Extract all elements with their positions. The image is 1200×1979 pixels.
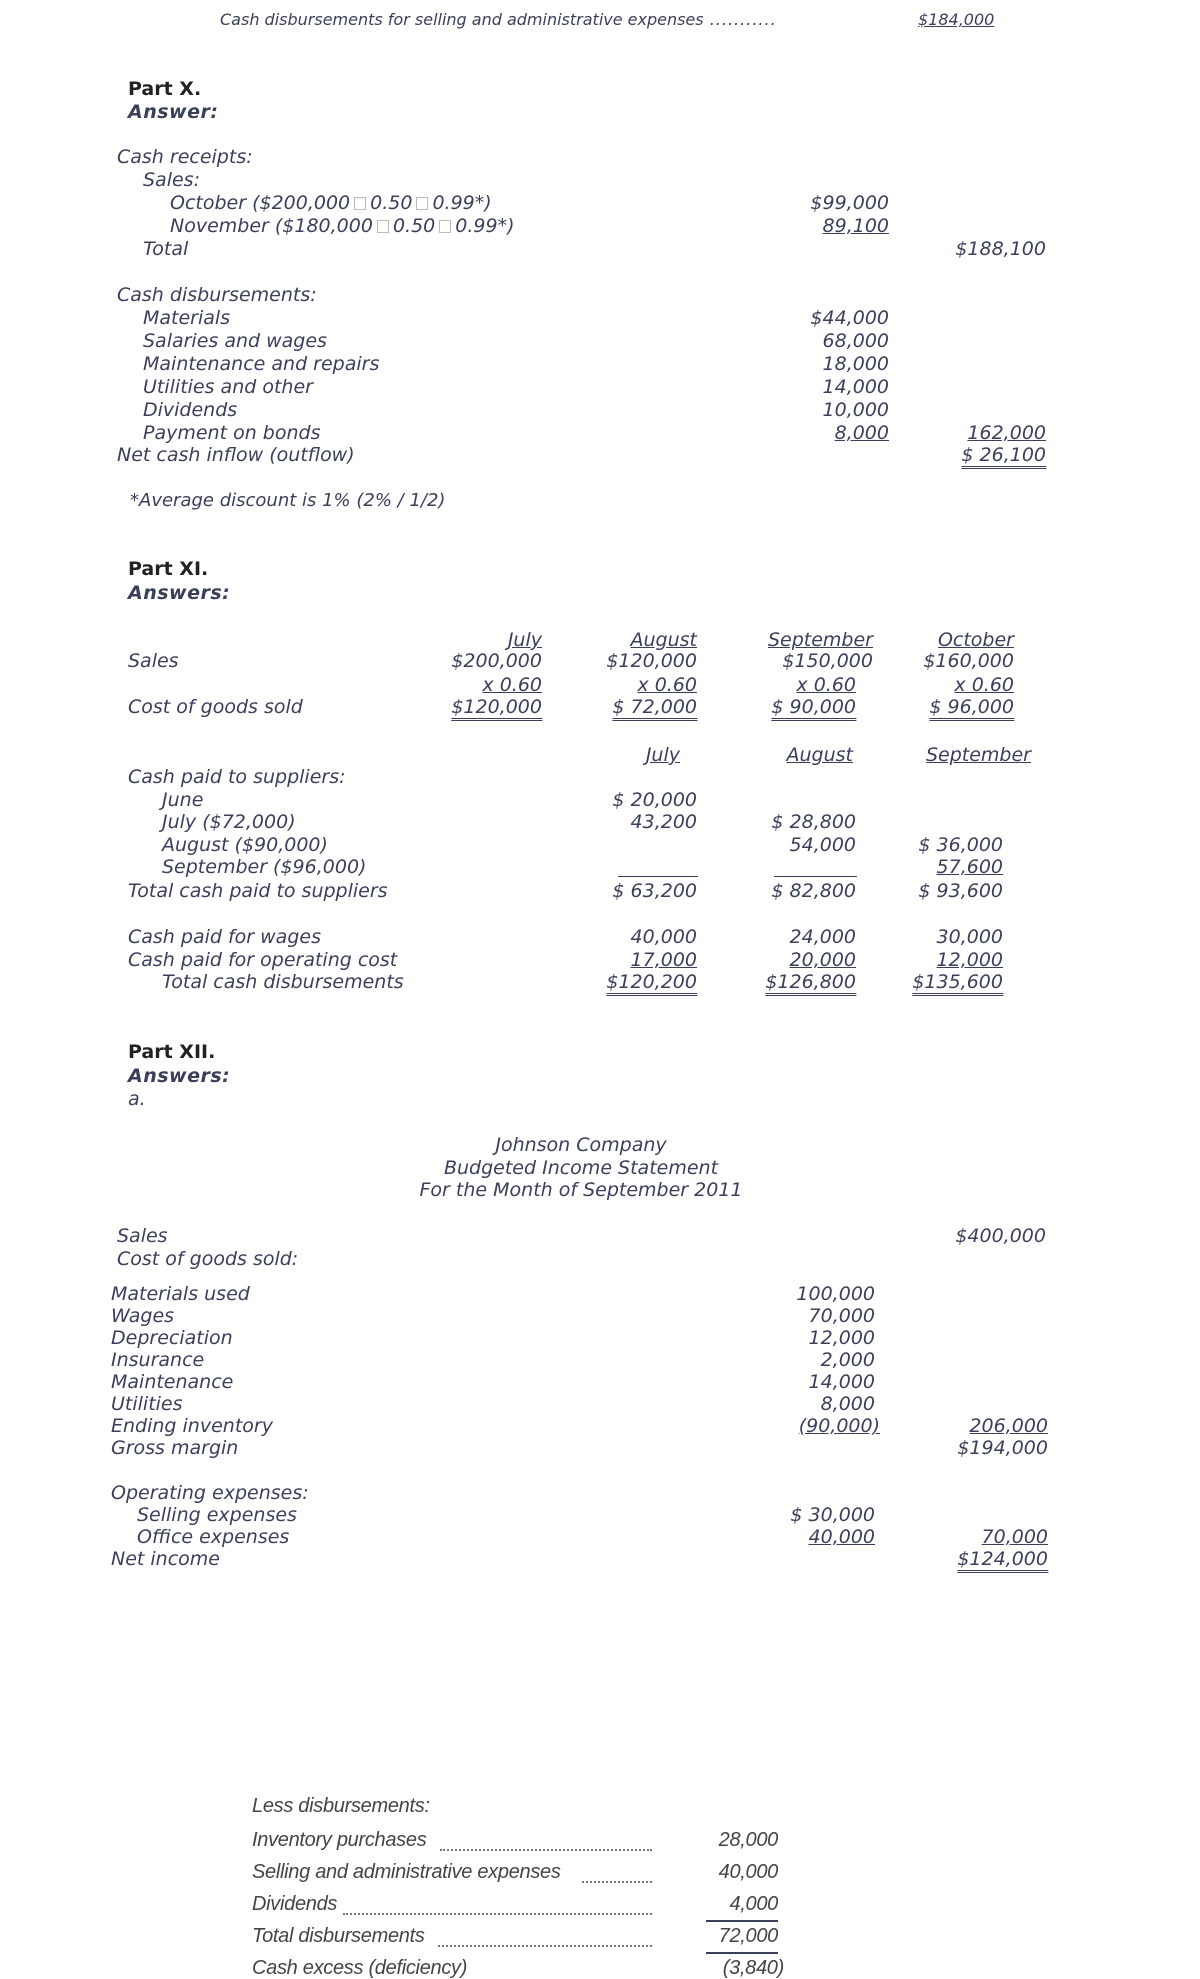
total-suppliers-value: $ 63,200 (612, 880, 697, 902)
october-amount: $99,000 (810, 192, 889, 214)
opex-label: Operating expenses: (111, 1482, 309, 1504)
bottom-item-amount: 4,000 (729, 1893, 778, 1915)
net-income-amount: $124,000 (957, 1550, 1048, 1573)
disb-item-amount: 18,000 (822, 353, 889, 375)
pay-month-header: July (645, 744, 680, 766)
gross-margin-label: Gross margin (111, 1437, 239, 1459)
cogs-item-amount: 100,000 (796, 1283, 875, 1305)
net-cash-label: Net cash inflow (outflow) (117, 444, 355, 466)
part-xi-title: Part XI. (128, 558, 209, 580)
sales-label: Sales: (143, 169, 200, 191)
cogs-item-label: Wages (111, 1305, 175, 1327)
disb-item-label: Payment on bonds (143, 422, 321, 444)
bottom-item-label: Dividends (252, 1893, 338, 1915)
cogs-item-label: Utilities (111, 1393, 183, 1415)
net-cash-amount: $ 26,100 (961, 446, 1046, 469)
top-line-label: Cash disbursements for selling and administrative expenses ........... (220, 10, 777, 29)
part-xii-title: Part XII. (128, 1041, 216, 1063)
disb-item-label: Dividends (143, 399, 238, 421)
part-x-title: Part X. (128, 78, 202, 100)
subtotal-rule (774, 876, 857, 877)
operating-cost-value: 20,000 (789, 949, 856, 971)
cogs-item-label: Depreciation (111, 1327, 233, 1349)
september-september-amount: 57,600 (936, 856, 1003, 878)
cogs-value: $ 96,000 (929, 698, 1014, 721)
cogs-item-amount: 12,000 (808, 1327, 875, 1349)
total-disb-label: Total cash disbursements (162, 971, 404, 993)
disbursements-total: 162,000 (967, 422, 1046, 444)
disb-item-label: Maintenance and repairs (143, 353, 380, 375)
part-xii-answer: Answers: (128, 1065, 231, 1087)
leader-dots (440, 1849, 652, 1851)
cogs-value: $ 90,000 (771, 698, 856, 721)
part-xi-answer: Answers: (128, 582, 231, 604)
bottom-item-label: Inventory purchases (252, 1829, 427, 1851)
company-name: Johnson Company (495, 1134, 667, 1156)
cogs-value: $ 72,000 (612, 698, 697, 721)
disb-item-label: Utilities and other (143, 376, 313, 398)
cogs-row-label: Cost of goods sold (128, 696, 303, 718)
wages-value: 40,000 (630, 926, 697, 948)
august-august-amount: 54,000 (789, 834, 856, 856)
suppliers-label: Cash paid to suppliers: (128, 766, 346, 788)
is-sales-label: Sales (117, 1225, 168, 1247)
cogs-value: $120,000 (451, 698, 542, 721)
disb-item-amount: 10,000 (822, 399, 889, 421)
pay-month-header: August (786, 744, 853, 766)
cogs-item-label: Ending inventory (111, 1415, 273, 1437)
part-xii-sub: a. (128, 1088, 146, 1110)
cash-excess-amount: (3,840) (722, 1957, 784, 1979)
part-x-answer: Answer: (128, 101, 219, 123)
bottom-total-amount: 72,000 (718, 1925, 778, 1947)
is-cogs-label: Cost of goods sold: (117, 1248, 299, 1270)
cogs-item-amount: 70,000 (808, 1305, 875, 1327)
sales-value: $150,000 (782, 650, 873, 672)
november-row-label: November ($180,000 0.50 0.99*) (170, 215, 515, 237)
subtotal-rule (618, 876, 698, 877)
subtotal-rule (706, 1920, 778, 1922)
month-header: September (767, 629, 873, 651)
disb-item-label: Salaries and wages (143, 330, 327, 352)
bottom-total-label: Total disbursements (252, 1925, 425, 1947)
wages-value: 30,000 (936, 926, 1003, 948)
wages-label: Cash paid for wages (128, 926, 321, 948)
leader-dots (438, 1945, 652, 1947)
operating-cost-label: Cash paid for operating cost (128, 949, 398, 971)
june-label: June (162, 789, 204, 811)
disbursements-label: Cash disbursements: (117, 284, 317, 306)
cogs-item-label: Materials used (111, 1283, 250, 1305)
receipts-total-amount: $188,100 (955, 238, 1046, 260)
june-july-amount: $ 20,000 (612, 789, 697, 811)
sales-value: $200,000 (451, 650, 542, 672)
office-label: Office expenses (137, 1526, 290, 1548)
cogs-item-label: Insurance (111, 1349, 205, 1371)
net-income-label: Net income (111, 1548, 220, 1570)
operating-cost-value: 12,000 (936, 949, 1003, 971)
total-suppliers-value: $ 82,800 (771, 880, 856, 902)
statement-period: For the Month of September 2011 (419, 1179, 743, 1201)
total-disb-value: $120,200 (606, 973, 697, 996)
leader-dots (582, 1881, 652, 1883)
pay-month-header: September (925, 744, 1031, 766)
subtotal-rule (706, 1952, 778, 1954)
gross-margin-amount: $194,000 (957, 1437, 1048, 1459)
less-disbursements-label: Less disbursements: (252, 1795, 430, 1817)
sales-value: $120,000 (606, 650, 697, 672)
august-purchase-label: August ($90,000) (162, 834, 328, 856)
disb-item-amount: 68,000 (822, 330, 889, 352)
receipts-label: Cash receipts: (117, 146, 253, 168)
month-header: October (937, 629, 1014, 651)
is-cogs-total: 206,000 (969, 1415, 1048, 1437)
rate-value: x 0.60 (954, 674, 1014, 696)
bottom-item-amount: 40,000 (718, 1861, 778, 1883)
cogs-item-amount: 14,000 (808, 1371, 875, 1393)
month-header: July (507, 629, 542, 651)
total-disb-value: $126,800 (765, 973, 856, 996)
rate-value: x 0.60 (637, 674, 697, 696)
month-header: August (630, 629, 697, 651)
july-purchase-label: July ($72,000) (162, 811, 296, 833)
rate-value: x 0.60 (482, 674, 542, 696)
disb-item-amount: 8,000 (834, 422, 889, 444)
bottom-item-label: Selling and administrative expenses (252, 1861, 561, 1883)
cogs-item-label: Maintenance (111, 1371, 234, 1393)
opex-total: 70,000 (981, 1526, 1048, 1548)
office-amount: 40,000 (808, 1526, 875, 1548)
july-july-amount: 43,200 (630, 811, 697, 833)
rate-value: x 0.60 (796, 674, 856, 696)
disb-item-label: Materials (143, 307, 231, 329)
operating-cost-value: 17,000 (630, 949, 697, 971)
top-line-amount: $184,000 (918, 10, 995, 29)
sales-value: $160,000 (923, 650, 1014, 672)
august-september-amount: $ 36,000 (918, 834, 1003, 856)
total-disb-value: $135,600 (912, 973, 1003, 996)
disb-item-amount: $44,000 (810, 307, 889, 329)
cogs-item-amount: 2,000 (820, 1349, 875, 1371)
is-sales-amount: $400,000 (955, 1225, 1046, 1247)
disb-item-amount: 14,000 (822, 376, 889, 398)
receipts-total-label: Total (143, 238, 189, 260)
total-suppliers-value: $ 93,600 (918, 880, 1003, 902)
november-amount: 89,100 (822, 215, 889, 237)
cash-excess-label: Cash excess (deficiency) (252, 1957, 468, 1979)
statement-title: Budgeted Income Statement (443, 1157, 719, 1179)
bottom-item-amount: 28,000 (718, 1829, 778, 1851)
selling-amount: $ 30,000 (790, 1504, 875, 1526)
sales-row-label: Sales (128, 650, 179, 672)
july-august-amount: $ 28,800 (771, 811, 856, 833)
total-suppliers-label: Total cash paid to suppliers (128, 880, 388, 902)
october-row-label: October ($200,000 0.50 0.99*) (170, 192, 492, 214)
cogs-item-amount: (90,000) (798, 1415, 880, 1437)
wages-value: 24,000 (789, 926, 856, 948)
selling-label: Selling expenses (137, 1504, 297, 1526)
leader-dots (343, 1913, 652, 1915)
cogs-item-amount: 8,000 (820, 1393, 875, 1415)
discount-note: *Average discount is 1% (2% / 1/2) (130, 490, 446, 511)
september-purchase-label: September ($96,000) (162, 856, 367, 878)
